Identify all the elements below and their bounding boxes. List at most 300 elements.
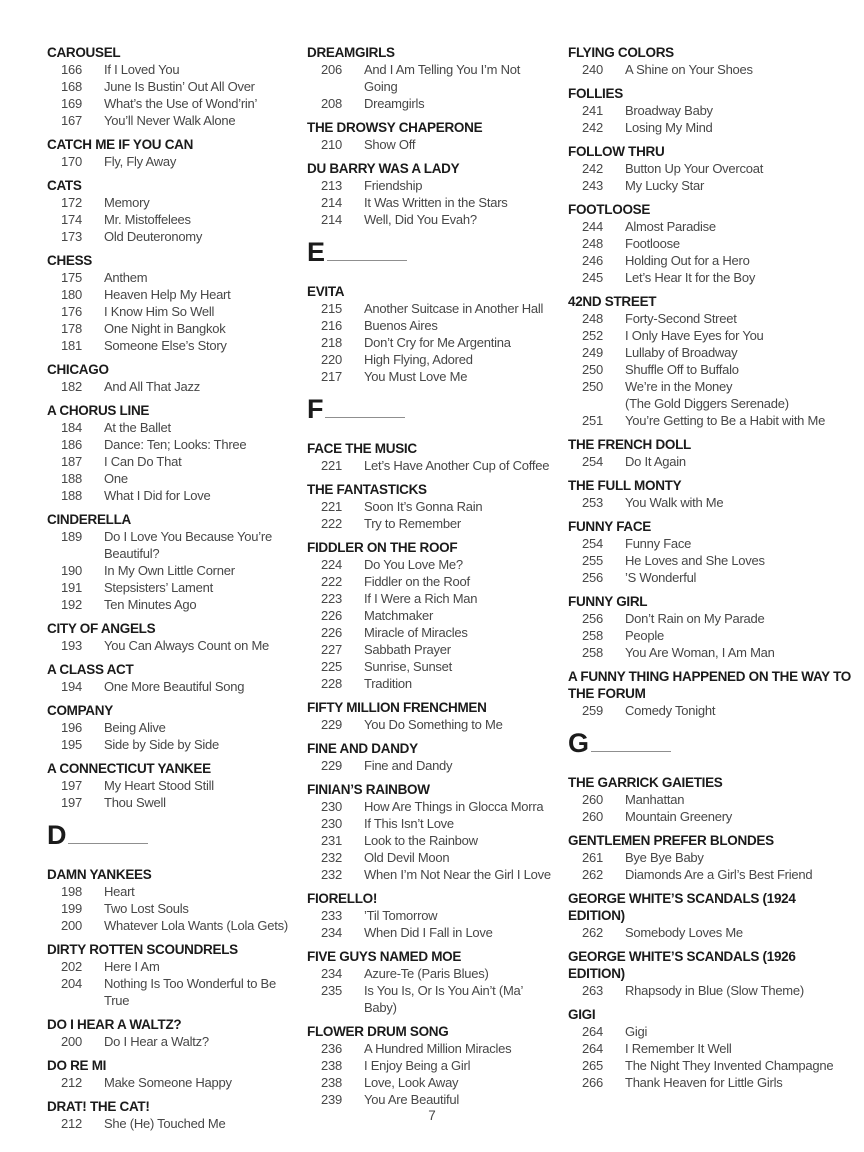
song-title: Nothing Is Too Wonderful to Be True: [104, 976, 276, 1008]
song-page-number: 186: [61, 437, 82, 452]
song-page-number: 197: [61, 795, 82, 810]
song-title: Is You Is, Or Is You Ain’t (Ma’ Baby): [364, 983, 523, 1015]
index-column-1: [47, 44, 294, 1139]
show-block: [307, 781, 555, 883]
section-letter-rule: [327, 258, 407, 261]
song-entry: [47, 596, 294, 613]
show-block: [568, 436, 854, 470]
song-list: [307, 177, 555, 228]
song-entry: [568, 61, 854, 78]
song-title: Gigi: [625, 1024, 648, 1039]
song-entry: [307, 1074, 555, 1091]
song-entry: [307, 965, 555, 982]
song-title: Fine and Dandy: [364, 758, 453, 773]
show-block: [568, 1006, 854, 1091]
show-title: CINDERELLA: [47, 512, 131, 527]
show-title: GEORGE WHITE’S SCANDALS (1924 EDITION): [568, 891, 796, 923]
song-title: When I’m Not Near the Girl I Love: [364, 867, 551, 882]
song-entry: [47, 1074, 294, 1091]
song-entry: [568, 310, 854, 327]
song-page-number: 182: [61, 379, 82, 394]
show-block: [568, 832, 854, 883]
song-list: [47, 1074, 294, 1091]
song-entry: [47, 320, 294, 337]
show-title: A CLASS ACT: [47, 662, 134, 677]
song-page-number: 222: [321, 574, 342, 589]
songbook-index-page: [47, 44, 854, 1152]
show-title: CITY OF ANGELS: [47, 621, 156, 636]
song-page-number: 226: [321, 625, 342, 640]
song-entry: [568, 849, 854, 866]
show-block: [47, 44, 294, 129]
song-entry: [568, 569, 854, 586]
song-page-number: 188: [61, 471, 82, 486]
show-block: [307, 890, 555, 941]
song-page-number: 210: [321, 137, 342, 152]
show-block: [47, 361, 294, 395]
show-title: FOOTLOOSE: [568, 202, 651, 217]
song-title: One Night in Bangkok: [104, 321, 226, 336]
song-title: Stepsisters’ Lament: [104, 580, 213, 595]
song-page-number: 246: [582, 253, 603, 268]
show-title: FACE THE MUSIC: [307, 441, 417, 456]
song-title: Bye Bye Baby: [625, 850, 704, 865]
song-page-number: 181: [61, 338, 82, 353]
song-page-number: 228: [321, 676, 342, 691]
song-entry: [47, 378, 294, 395]
song-page-number: 208: [321, 96, 342, 111]
section-letter-rule: [325, 415, 405, 418]
song-title: The Night They Invented Champagne: [625, 1058, 834, 1073]
song-page-number: 241: [582, 103, 603, 118]
song-title: Rhapsody in Blue (Slow Theme): [625, 983, 804, 998]
song-title: I Know Him So Well: [104, 304, 215, 319]
show-title: GIGI: [568, 1007, 596, 1022]
song-page-number: 221: [321, 499, 342, 514]
show-block: [47, 702, 294, 753]
song-page-number: 180: [61, 287, 82, 302]
song-page-number: 191: [61, 580, 82, 595]
song-page-number: 221: [321, 458, 342, 473]
song-title: I Enjoy Being a Girl: [364, 1058, 471, 1073]
song-title: I Only Have Eyes for You: [625, 328, 764, 343]
song-page-number: 265: [582, 1058, 603, 1073]
section-letter: D: [47, 820, 66, 850]
song-page-number: 242: [582, 161, 603, 176]
show-block: [47, 1016, 294, 1050]
song-page-number: 249: [582, 345, 603, 360]
song-page-number: 167: [61, 113, 82, 128]
song-list: [568, 102, 854, 136]
song-entry: [47, 1033, 294, 1050]
song-page-number: 233: [321, 908, 342, 923]
song-entry: [307, 351, 555, 368]
song-entry: [307, 624, 555, 641]
song-page-number: 213: [321, 178, 342, 193]
song-title: Mr. Mistoffelees: [104, 212, 191, 227]
song-entry: [568, 610, 854, 627]
song-title: Old Devil Moon: [364, 850, 450, 865]
song-page-number: 169: [61, 96, 82, 111]
song-entry: [307, 757, 555, 774]
song-title: Forty-Second Street: [625, 311, 737, 326]
section-letter: E: [307, 237, 325, 267]
song-list: [47, 153, 294, 170]
song-entry: [47, 269, 294, 286]
song-list: [47, 269, 294, 354]
show-block: [307, 44, 555, 112]
song-page-number: 172: [61, 195, 82, 210]
show-block: [568, 518, 854, 586]
song-list: [568, 982, 854, 999]
song-entry: [47, 528, 294, 562]
song-list: [568, 453, 854, 470]
song-page-number: 266: [582, 1075, 603, 1090]
show-title: THE FANTASTICKS: [307, 482, 427, 497]
song-entry: [307, 907, 555, 924]
song-title: And All That Jazz: [104, 379, 200, 394]
song-title: Diamonds Are a Girl’s Best Friend: [625, 867, 813, 882]
song-page-number: 260: [582, 809, 603, 824]
song-title: You Are Woman, I Am Man: [625, 645, 775, 660]
song-list: [307, 136, 555, 153]
song-entry: [568, 1040, 854, 1057]
show-title: THE FULL MONTY: [568, 478, 682, 493]
song-list: [307, 907, 555, 941]
song-list: [47, 61, 294, 129]
song-title: Thank Heaven for Little Girls: [625, 1075, 783, 1090]
song-entry: [47, 579, 294, 596]
song-entry: [307, 194, 555, 211]
song-title: Tradition: [364, 676, 412, 691]
show-block: [47, 760, 294, 811]
song-title: Mountain Greenery: [625, 809, 733, 824]
song-page-number: 229: [321, 717, 342, 732]
section-letter: F: [307, 394, 323, 424]
song-title: Fly, Fly Away: [104, 154, 177, 169]
song-entry: [47, 883, 294, 900]
song-page-number: 188: [61, 488, 82, 503]
show-title: A CONNECTICUT YANKEE: [47, 761, 211, 776]
show-title: DREAMGIRLS: [307, 45, 395, 60]
song-entry: [568, 1057, 854, 1074]
song-page-number: 255: [582, 553, 603, 568]
song-entry: [47, 975, 294, 1009]
show-block: [568, 593, 854, 661]
song-page-number: 226: [321, 608, 342, 623]
song-entry: [307, 300, 555, 317]
show-title: FINE AND DANDY: [307, 741, 418, 756]
song-title: Another Suitcase in Another Hall: [364, 301, 544, 316]
song-page-number: 198: [61, 884, 82, 899]
song-title: Don’t Cry for Me Argentina: [364, 335, 511, 350]
show-title: FIFTY MILLION FRENCHMEN: [307, 700, 487, 715]
song-title: Shuffle Off to Buffalo: [625, 362, 739, 377]
show-block: [568, 890, 854, 941]
song-page-number: 232: [321, 867, 342, 882]
song-entry: [47, 736, 294, 753]
song-entry: [47, 900, 294, 917]
show-title: FUNNY GIRL: [568, 594, 648, 609]
song-title: A Shine on Your Shoes: [625, 62, 753, 77]
show-title: 42ND STREET: [568, 294, 657, 309]
song-title: Buenos Aires: [364, 318, 438, 333]
song-list: [568, 535, 854, 586]
song-title: Heart: [104, 884, 135, 899]
song-entry: [307, 177, 555, 194]
song-title: Miracle of Miracles: [364, 625, 468, 640]
show-title: EVITA: [307, 284, 345, 299]
song-title: Fiddler on the Roof: [364, 574, 470, 589]
song-entry: [47, 112, 294, 129]
section-letter-block: [568, 729, 854, 762]
show-block: [47, 941, 294, 1009]
show-block: [307, 119, 555, 153]
song-page-number: 254: [582, 536, 603, 551]
show-block: [568, 85, 854, 136]
song-title: Dance: Ten; Looks: Three: [104, 437, 247, 452]
song-title: Funny Face: [625, 536, 692, 551]
show-title: DAMN YANKEES: [47, 867, 152, 882]
song-entry: [47, 637, 294, 654]
show-block: [307, 699, 555, 733]
song-page-number: 245: [582, 270, 603, 285]
song-page-number: 264: [582, 1024, 603, 1039]
song-title: We’re in the Money (The Gold Diggers Serenade): [625, 379, 789, 411]
song-title: You Can Always Count on Me: [104, 638, 270, 653]
song-page-number: 193: [61, 638, 82, 653]
song-page-number: 254: [582, 454, 603, 469]
song-page-number: 215: [321, 301, 342, 316]
song-title: You Walk with Me: [625, 495, 724, 510]
song-list: [568, 160, 854, 194]
song-list: [307, 61, 555, 112]
song-entry: [568, 982, 854, 999]
show-title: DO RE MI: [47, 1058, 107, 1073]
song-title: Almost Paradise: [625, 219, 716, 234]
show-title: CHESS: [47, 253, 93, 268]
song-title: You’ll Never Walk Alone: [104, 113, 236, 128]
song-page-number: 230: [321, 816, 342, 831]
song-page-number: 202: [61, 959, 82, 974]
song-entry: [307, 368, 555, 385]
song-entry: [307, 1091, 555, 1108]
song-title: When Did I Fall in Love: [364, 925, 493, 940]
song-page-number: 227: [321, 642, 342, 657]
song-list: [47, 1033, 294, 1050]
song-entry: [47, 958, 294, 975]
song-list: [568, 218, 854, 286]
song-page-number: 242: [582, 120, 603, 135]
song-title: What’s the Use of Wond’rin’: [104, 96, 258, 111]
song-title: Here I Am: [104, 959, 160, 974]
song-page-number: 217: [321, 369, 342, 384]
song-entry: [47, 470, 294, 487]
page-number: 7: [428, 1108, 436, 1123]
show-block: [47, 866, 294, 934]
song-entry: [307, 498, 555, 515]
song-title: A Hundred Million Miracles: [364, 1041, 512, 1056]
song-page-number: 190: [61, 563, 82, 578]
song-page-number: 196: [61, 720, 82, 735]
show-block: [568, 774, 854, 825]
show-title: FIVE GUYS NAMED MOE: [307, 949, 462, 964]
song-title: Do I Love You Because You’re Beautiful?: [104, 529, 272, 561]
show-title: GEORGE WHITE’S SCANDALS (1926 EDITION): [568, 949, 796, 981]
song-title: You Must Love Me: [364, 369, 468, 384]
song-entry: [568, 627, 854, 644]
song-title: One More Beautiful Song: [104, 679, 245, 694]
song-entry: [307, 95, 555, 112]
song-page-number: 260: [582, 792, 603, 807]
song-page-number: 235: [321, 983, 342, 998]
show-title: CATS: [47, 178, 82, 193]
song-list: [307, 716, 555, 733]
song-page-number: 184: [61, 420, 82, 435]
song-entry: [307, 675, 555, 692]
song-title: Losing My Mind: [625, 120, 713, 135]
show-block: [568, 201, 854, 286]
song-list: [568, 849, 854, 883]
song-title: My Lucky Star: [625, 178, 705, 193]
song-page-number: 238: [321, 1058, 342, 1073]
song-title: Holding Out for a Hero: [625, 253, 750, 268]
song-page-number: 214: [321, 195, 342, 210]
index-column-2: [307, 44, 555, 1115]
song-title: Thou Swell: [104, 795, 166, 810]
song-page-number: 220: [321, 352, 342, 367]
song-entry: [568, 378, 854, 412]
song-title: Do It Again: [625, 454, 686, 469]
song-entry: [47, 337, 294, 354]
song-title: Friendship: [364, 178, 423, 193]
song-title: I Can Do That: [104, 454, 182, 469]
song-entry: [47, 917, 294, 934]
song-entry: [47, 78, 294, 95]
song-page-number: 258: [582, 645, 603, 660]
song-title: I Remember It Well: [625, 1041, 732, 1056]
song-entry: [307, 815, 555, 832]
song-list: [47, 777, 294, 811]
song-title: Ten Minutes Ago: [104, 597, 197, 612]
song-entry: [568, 412, 854, 429]
show-title: DIRTY ROTTEN SCOUNDRELS: [47, 942, 238, 957]
song-title: ’Til Tomorrow: [364, 908, 438, 923]
song-entry: [568, 453, 854, 470]
show-title: CATCH ME IF YOU CAN: [47, 137, 194, 152]
show-block: [307, 539, 555, 692]
song-entry: [47, 286, 294, 303]
song-entry: [568, 252, 854, 269]
show-block: [568, 668, 854, 719]
song-entry: [47, 61, 294, 78]
song-title: Try to Remember: [364, 516, 461, 531]
song-page-number: 200: [61, 918, 82, 933]
song-page-number: 195: [61, 737, 82, 752]
song-list: [47, 378, 294, 395]
song-list: [568, 310, 854, 429]
song-title: Lullaby of Broadway: [625, 345, 738, 360]
show-block: [568, 293, 854, 429]
song-entry: [47, 211, 294, 228]
index-columns: [47, 44, 854, 1139]
show-block: [307, 481, 555, 532]
song-title: Azure-Te (Paris Blues): [364, 966, 489, 981]
song-title: Dreamgirls: [364, 96, 425, 111]
show-title: FLYING COLORS: [568, 45, 674, 60]
song-page-number: 173: [61, 229, 82, 244]
song-title: Memory: [104, 195, 150, 210]
song-page-number: 234: [321, 966, 342, 981]
song-list: [307, 457, 555, 474]
song-entry: [47, 228, 294, 245]
song-list: [307, 556, 555, 692]
show-block: [307, 160, 555, 228]
song-entry: [307, 716, 555, 733]
song-page-number: 214: [321, 212, 342, 227]
show-title: FOLLIES: [568, 86, 623, 101]
section-letter-rule: [68, 841, 148, 844]
song-list: [47, 419, 294, 504]
show-title: DO I HEAR A WALTZ?: [47, 1017, 182, 1032]
song-title: Being Alive: [104, 720, 166, 735]
song-title: It Was Written in the Stars: [364, 195, 508, 210]
song-page-number: 261: [582, 850, 603, 865]
song-title: You’re Getting to Be a Habit with Me: [625, 413, 826, 428]
song-title: Heaven Help My Heart: [104, 287, 231, 302]
show-block: [568, 44, 854, 78]
song-page-number: 258: [582, 628, 603, 643]
show-block: [47, 136, 294, 170]
show-title: FOLLOW THRU: [568, 144, 665, 159]
song-page-number: 262: [582, 867, 603, 882]
show-block: [307, 948, 555, 1016]
show-title: FIORELLO!: [307, 891, 378, 906]
song-entry: [47, 719, 294, 736]
song-page-number: 231: [321, 833, 342, 848]
song-list: [307, 498, 555, 532]
song-page-number: 166: [61, 62, 82, 77]
song-entry: [47, 487, 294, 504]
song-entry: [568, 361, 854, 378]
song-page-number: 251: [582, 413, 603, 428]
song-page-number: 239: [321, 1092, 342, 1107]
section-letter: G: [568, 728, 589, 758]
song-page-number: 192: [61, 597, 82, 612]
song-page-number: 224: [321, 557, 342, 572]
song-title: Let’s Hear It for the Boy: [625, 270, 756, 285]
song-entry: [568, 344, 854, 361]
song-entry: [568, 552, 854, 569]
song-title: One: [104, 471, 128, 486]
song-title: Footloose: [625, 236, 680, 251]
song-list: [47, 958, 294, 1009]
song-entry: [47, 436, 294, 453]
song-title: Well, Did You Evah?: [364, 212, 477, 227]
song-entry: [47, 95, 294, 112]
song-page-number: 176: [61, 304, 82, 319]
song-title: Two Lost Souls: [104, 901, 189, 916]
song-entry: [307, 641, 555, 658]
show-title: THE GARRICK GAIETIES: [568, 775, 723, 790]
song-entry: [307, 61, 555, 95]
song-entry: [47, 194, 294, 211]
show-block: [307, 1023, 555, 1108]
show-title: A CHORUS LINE: [47, 403, 150, 418]
song-entry: [568, 1023, 854, 1040]
show-title: CAROUSEL: [47, 45, 121, 60]
song-page-number: 168: [61, 79, 82, 94]
